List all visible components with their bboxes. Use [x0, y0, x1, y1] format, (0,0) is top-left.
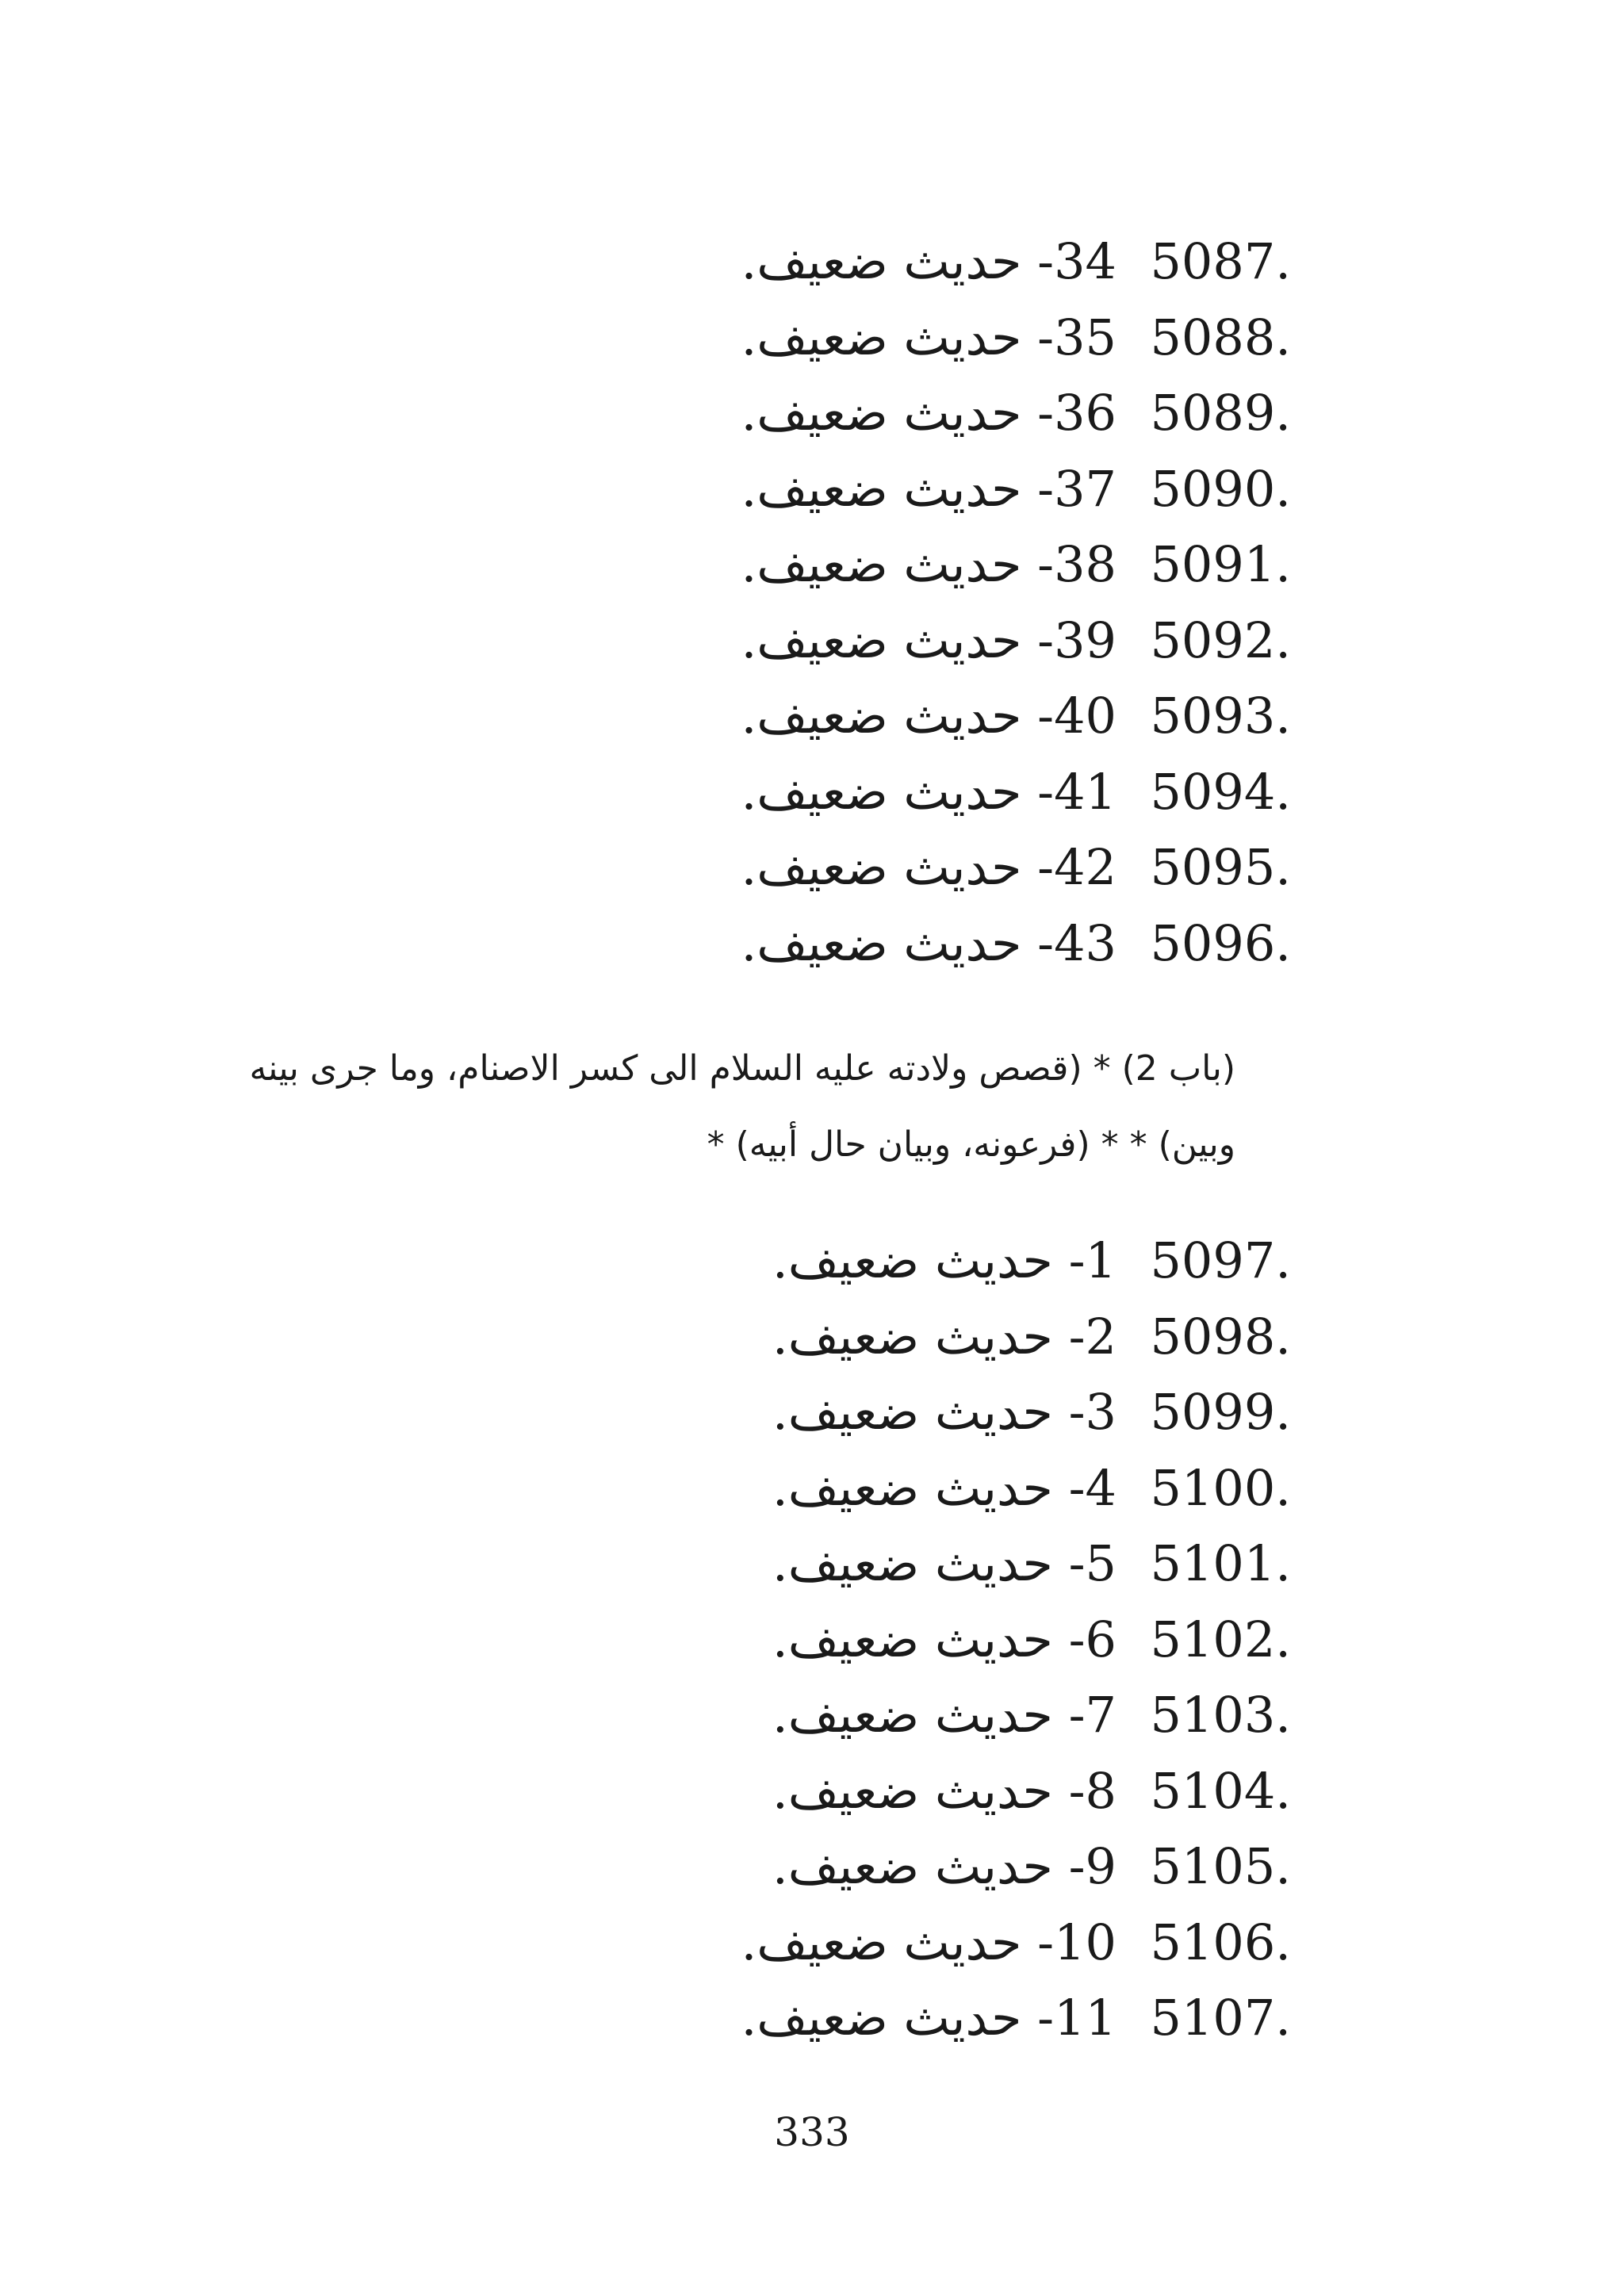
list-item: [688, 527, 1291, 603]
entry-text: 8- حديث ضعيف.: [772, 1761, 1116, 1820]
entry-number: .5091: [1150, 535, 1291, 593]
list-item: [688, 1450, 1291, 1526]
chapter-heading-line-1: (باب 2) * (قصص ولادته عليه السلام الى كسر الاصنام، وما جرى بينه: [249, 1048, 1235, 1089]
list-item: [688, 451, 1291, 527]
list-item: [688, 224, 1291, 300]
page-number: 333: [774, 2109, 850, 2155]
entry-text: 4- حديث ضعيف.: [772, 1458, 1116, 1517]
list-item: [688, 678, 1291, 754]
entry-number: .5093: [1150, 687, 1291, 745]
entry-number: .5088: [1150, 308, 1291, 366]
list-item: [688, 375, 1291, 451]
entry-number: .5097: [1150, 1231, 1291, 1289]
entry-text: 3- حديث ضعيف.: [772, 1383, 1116, 1441]
list-item: [688, 906, 1291, 982]
list-item: [688, 1829, 1291, 1905]
entry-number: .5106: [1150, 1913, 1291, 1971]
chapter-heading: [249, 1031, 1235, 1183]
list-item: [688, 1980, 1291, 2056]
list-item: [688, 1677, 1291, 1753]
entry-number: .5092: [1150, 611, 1291, 669]
list-item: [688, 1905, 1291, 1981]
entry-text: 38- حديث ضعيف.: [741, 535, 1116, 593]
entry-text: 37- حديث ضعيف.: [741, 459, 1116, 518]
entry-number: .5107: [1150, 1989, 1291, 2047]
list-item: [688, 1374, 1291, 1450]
list-item: [688, 603, 1291, 679]
entry-text: 40- حديث ضعيف.: [741, 687, 1116, 745]
list-item: [688, 300, 1291, 376]
list-item: [688, 1602, 1291, 1678]
entry-text: 11- حديث ضعيف.: [741, 1989, 1116, 2047]
entry-number: .5087: [1150, 232, 1291, 290]
entry-text: 41- حديث ضعيف.: [741, 762, 1116, 821]
entry-number: .5094: [1150, 762, 1291, 821]
entry-text: 7- حديث ضعيف.: [772, 1686, 1116, 1744]
entry-text: 39- حديث ضعيف.: [741, 611, 1116, 669]
entry-number: .5098: [1150, 1307, 1291, 1365]
entry-number: .5105: [1150, 1837, 1291, 1895]
list-item: [688, 1526, 1291, 1602]
entry-number: .5096: [1150, 913, 1291, 972]
entry-text: 10- حديث ضعيف.: [741, 1913, 1116, 1971]
entry-number: .5095: [1150, 838, 1291, 896]
hadith-list-section-2: [688, 1223, 1291, 2056]
entry-text: 35- حديث ضعيف.: [741, 308, 1116, 366]
entry-number: .5100: [1150, 1458, 1291, 1517]
list-item: [688, 1299, 1291, 1375]
entry-number: .5099: [1150, 1383, 1291, 1441]
entry-text: 42- حديث ضعيف.: [741, 838, 1116, 896]
entry-number: .5101: [1150, 1534, 1291, 1592]
entry-text: 6- حديث ضعيف.: [772, 1610, 1116, 1668]
entry-text: 5- حديث ضعيف.: [772, 1534, 1116, 1592]
list-item: [688, 1753, 1291, 1829]
entry-text: 9- حديث ضعيف.: [772, 1837, 1116, 1895]
entry-number: .5104: [1150, 1761, 1291, 1820]
list-item: [688, 1223, 1291, 1299]
entry-text: 1- حديث ضعيف.: [772, 1231, 1116, 1289]
entry-text: 43- حديث ضعيف.: [741, 913, 1116, 972]
hadith-list-section-1: [688, 224, 1291, 981]
entry-text: 34- حديث ضعيف.: [741, 232, 1116, 290]
list-item: [688, 829, 1291, 906]
chapter-heading-line-2: وبين) * * (فرعونه، وبيان حال أبيه) *: [707, 1124, 1235, 1165]
entry-number: .5089: [1150, 384, 1291, 442]
entry-number: .5103: [1150, 1686, 1291, 1744]
entry-text: 2- حديث ضعيف.: [772, 1307, 1116, 1365]
list-item: [688, 754, 1291, 830]
entry-text: 36- حديث ضعيف.: [741, 384, 1116, 442]
entry-number: .5090: [1150, 459, 1291, 518]
entry-number: .5102: [1150, 1610, 1291, 1668]
